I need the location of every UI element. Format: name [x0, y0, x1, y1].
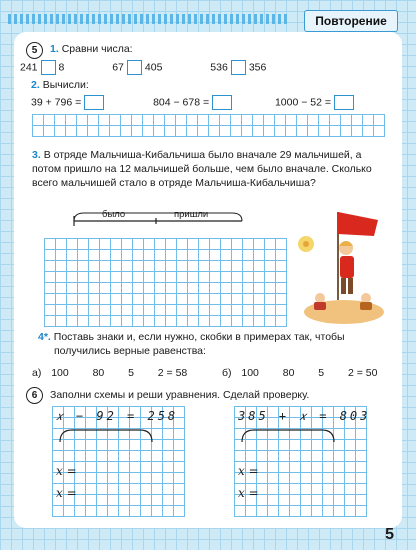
eq-a-n4: 2 = 58	[157, 367, 188, 379]
compare-b-1: 405	[144, 61, 163, 74]
task-5-number: 5	[26, 42, 43, 59]
x-label-right-1: 𝑥 =	[238, 464, 259, 478]
x-label-right-2: 𝑥 =	[238, 486, 259, 500]
p4-number: 4*.	[38, 331, 51, 343]
p2-number: 2.	[31, 79, 40, 91]
equation-a	[32, 366, 187, 380]
calc-row	[31, 95, 391, 110]
calc-box-1[interactable]	[212, 95, 232, 110]
eq-b-n2: 80	[282, 367, 295, 379]
calc-box-2[interactable]	[334, 95, 354, 110]
calc-2: 1000 − 52 =	[274, 96, 332, 109]
compare-box-2[interactable]	[231, 60, 246, 75]
x-label-left-1: 𝑥 =	[56, 464, 77, 478]
eq-b-label: б)	[222, 367, 232, 379]
eq-b-n1: 100	[241, 367, 259, 379]
p3-number: 3.	[32, 149, 41, 161]
task5-p4	[38, 330, 398, 358]
p3-text3: всего мальчишей стало в отряде Мальчиша-Кибальчиша?	[32, 177, 316, 189]
p1-number: 1.	[50, 43, 59, 55]
eq-a-n1: 100	[51, 367, 69, 379]
compare-box-1[interactable]	[127, 60, 142, 75]
compare-b-0: 8	[58, 61, 65, 74]
task5-p3	[32, 148, 392, 190]
compare-row	[20, 60, 266, 75]
calc-0: 39 + 796 =	[31, 96, 82, 109]
eq-right-handwritten: 385 + 𝑥 = 803	[238, 409, 371, 423]
p1-text: Сравни числа:	[61, 43, 133, 55]
task6-text: Заполни схемы и реши уравнения. Сделай проверку.	[50, 389, 310, 401]
scheme-bar	[72, 204, 247, 234]
page-number: 5	[385, 526, 394, 543]
compare-a-2: 536	[210, 61, 228, 74]
compare-box-0[interactable]	[41, 60, 56, 75]
eq-a-n2: 80	[92, 367, 105, 379]
p2-text: Вычисли:	[42, 79, 89, 91]
kibalchish-illustration	[292, 200, 384, 326]
x-label-left-2: 𝑥 =	[56, 486, 77, 500]
scheme-right	[240, 426, 336, 446]
p3-text1: В отряде Мальчиша-Кибальчиша было вначале 29 мальчишей, а	[43, 149, 362, 161]
p4-text1: Поставь знаки и, если нужно, скобки в примерах так, чтобы	[53, 331, 345, 343]
calc-box-0[interactable]	[84, 95, 104, 110]
eq-b-n4: 2 = 50	[347, 367, 378, 379]
eq-left-handwritten: 𝑥 − 92 = 258	[56, 409, 179, 423]
calc-1: 804 − 678 =	[153, 96, 210, 109]
answer-grid-problem[interactable]	[44, 238, 287, 327]
equation-b	[222, 366, 377, 380]
compare-a-1: 67	[112, 61, 124, 74]
task5-p1	[50, 42, 133, 56]
section-title: Повторение	[304, 10, 398, 32]
compare-b-2: 356	[248, 61, 267, 74]
worksheet-panel	[14, 32, 402, 528]
eq-a-label: а)	[32, 367, 42, 379]
scheme-label-was: было	[102, 209, 126, 220]
scheme-left	[58, 426, 154, 446]
task-6-number: 6	[26, 387, 43, 404]
answer-grid-calc[interactable]	[32, 114, 385, 137]
task5-p2	[31, 78, 89, 92]
scheme-label-came: пришли	[174, 209, 209, 220]
eq-a-n3: 5	[128, 367, 134, 379]
p3-text2: потом пришло на 12 мальчишей больше, чем было вначале. Сколько	[32, 163, 372, 175]
compare-a-0: 241	[20, 61, 38, 74]
p4-text2: получились верные равенства:	[54, 345, 206, 357]
eq-b-n3: 5	[318, 367, 325, 379]
header-stripes	[8, 14, 288, 24]
